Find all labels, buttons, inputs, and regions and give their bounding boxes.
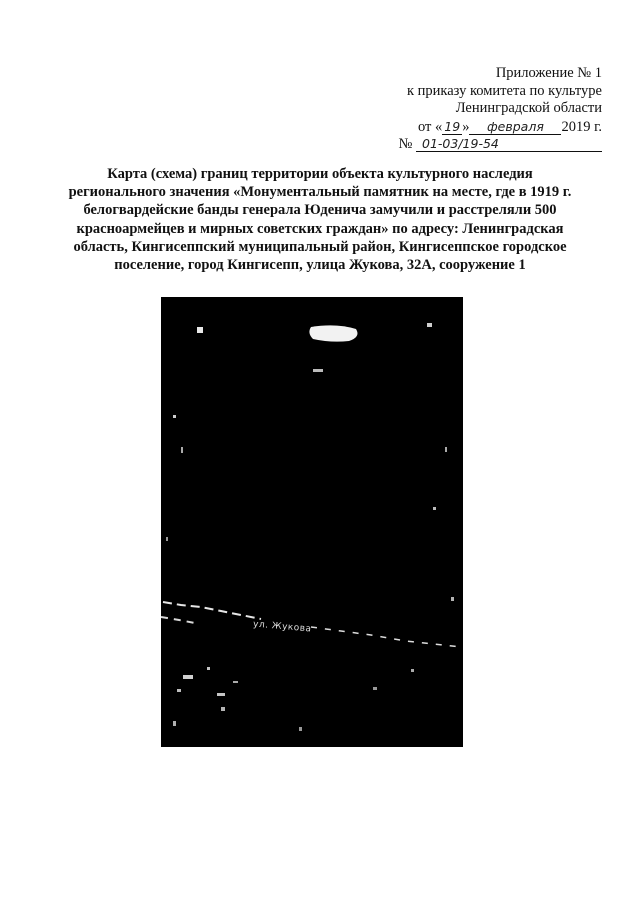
appendix-number-line xyxy=(342,136,602,154)
map-mark xyxy=(427,323,432,327)
title-line: поселение, город Кингисепп, улица Жукова, 32А, сооружение 1 xyxy=(114,257,526,274)
boundary-map xyxy=(161,297,463,747)
map-mark xyxy=(173,721,176,726)
date-mid: » xyxy=(462,118,470,135)
street-edge-line xyxy=(161,617,195,623)
map-mark xyxy=(221,707,225,711)
title-line: белогвардейские банды генерала Юденича замучили и расстреляли 500 xyxy=(83,202,557,219)
title-line: область, Кингисеппский муниципальный район, Кингисеппское городское xyxy=(73,238,567,255)
number-prefix: № xyxy=(398,136,413,152)
map-mark xyxy=(217,693,225,696)
appendix-title: Приложение № 1 xyxy=(495,65,602,81)
map-graphics xyxy=(161,297,463,747)
map-mark xyxy=(313,369,323,372)
date-prefix: от « xyxy=(418,118,443,135)
document-title xyxy=(60,165,580,274)
map-mark xyxy=(197,327,203,333)
map-mark xyxy=(183,675,193,679)
title-line: Карта (схема) границ территории объекта культурного наследия xyxy=(107,166,533,182)
map-mark xyxy=(411,669,414,672)
map-mark xyxy=(177,689,181,692)
title-line: регионального значения «Монументальный памятник на месте, где в 1919 г. xyxy=(68,184,572,201)
date-day: 19 xyxy=(444,118,461,134)
map-mark xyxy=(299,727,302,731)
date-year: 2019 г. xyxy=(561,118,602,135)
map-mark xyxy=(181,447,183,453)
appendix-region-line: Ленинградской области xyxy=(455,100,602,116)
street-label: ул. Жукова xyxy=(252,619,312,635)
map-mark xyxy=(433,507,436,510)
map-mark xyxy=(166,537,168,541)
street-edge-line xyxy=(163,602,261,619)
map-mark xyxy=(173,415,176,418)
appendix-order-line: к приказу комитета по культуре xyxy=(406,82,602,99)
map-mark xyxy=(445,447,447,452)
title-line: красноармейцев и мирных советских граждан» по адресу: Ленинградская xyxy=(76,220,564,237)
map-mark xyxy=(451,597,454,601)
map-mark xyxy=(373,687,377,690)
date-month: февраля xyxy=(469,120,561,135)
appendix-block xyxy=(342,65,602,154)
map-structure-shape xyxy=(309,325,357,341)
appendix-date-line xyxy=(342,119,602,137)
map-mark xyxy=(207,667,210,670)
street-edge-line xyxy=(311,627,461,647)
map-mark xyxy=(233,681,238,683)
order-number: 01-03/19-54 xyxy=(416,137,602,152)
